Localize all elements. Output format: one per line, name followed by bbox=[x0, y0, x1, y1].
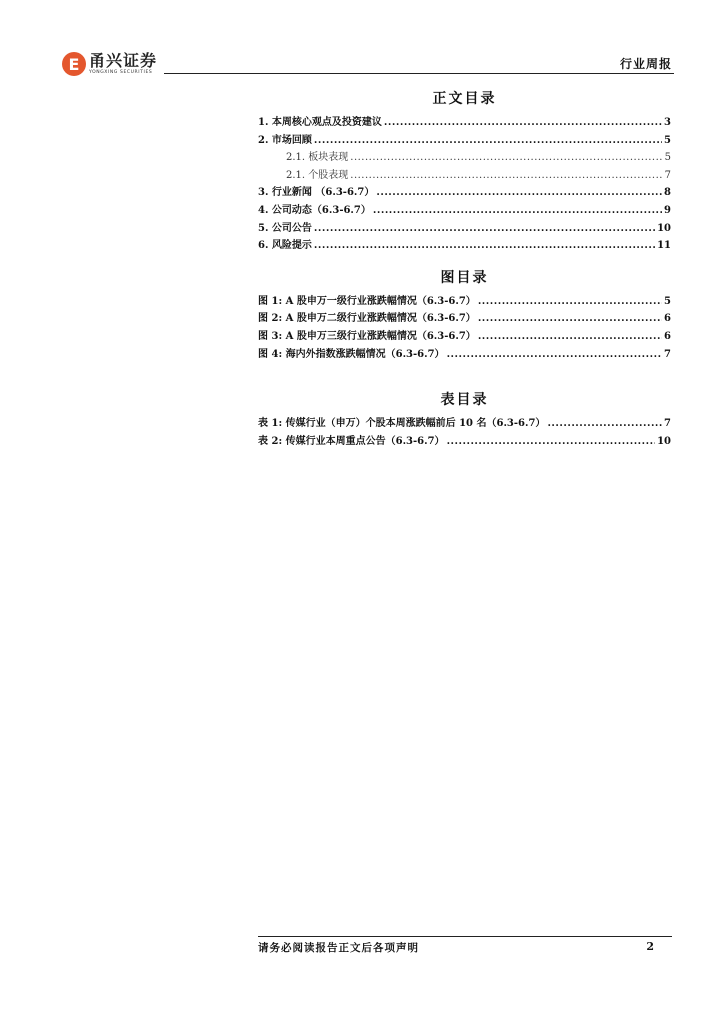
disclaimer-note: 请务必阅读报告正文后各项声明 bbox=[258, 942, 419, 954]
toc-entry-text: 2.1. 个股表现 bbox=[286, 169, 349, 181]
figure-entry[interactable] bbox=[258, 293, 671, 311]
table-entry-page: 10 bbox=[657, 435, 671, 447]
toc-entry[interactable] bbox=[258, 237, 671, 255]
dot-leader bbox=[350, 149, 662, 167]
toc-entry[interactable] bbox=[258, 220, 671, 238]
figure-list-section bbox=[258, 269, 671, 363]
toc-section bbox=[258, 90, 671, 255]
table-entry[interactable] bbox=[258, 415, 671, 433]
toc-entry-text: 5. 公司公告 bbox=[258, 222, 312, 234]
figure-list-title: 图目录 bbox=[440, 269, 489, 286]
table-entry[interactable] bbox=[258, 433, 671, 451]
table-list bbox=[258, 415, 671, 450]
toc-entry-text: 2. 市场回顾 bbox=[258, 134, 312, 146]
figure-entry-page: 6 bbox=[664, 330, 671, 342]
footer-divider bbox=[258, 936, 672, 937]
toc-list bbox=[258, 114, 671, 255]
toc-entry-page: 7 bbox=[664, 169, 671, 181]
dot-leader bbox=[314, 132, 662, 150]
brand-name-en: YONGXING SECURITIES bbox=[89, 69, 153, 75]
toc-entry-page: 8 bbox=[664, 187, 671, 199]
dot-leader bbox=[384, 114, 662, 132]
contents-area bbox=[258, 90, 671, 464]
table-list-section bbox=[258, 391, 671, 450]
dot-leader bbox=[478, 293, 662, 311]
figure-entry-text: 图 3: A 股申万三级行业涨跌幅情况（6.3-6.7） bbox=[258, 330, 476, 342]
brand-name-cn: 甬兴证券 bbox=[89, 50, 158, 70]
figure-entry[interactable] bbox=[258, 310, 671, 328]
toc-entry-page: 5 bbox=[664, 152, 671, 164]
toc-entry-text: 1. 本周核心观点及投资建议 bbox=[258, 117, 382, 128]
dot-leader bbox=[478, 328, 662, 346]
dot-leader bbox=[314, 220, 655, 238]
figure-entry-page: 5 bbox=[664, 295, 671, 307]
figure-entry[interactable] bbox=[258, 328, 671, 346]
toc-entry[interactable] bbox=[258, 184, 671, 202]
figure-entry-text: 图 4: 海内外指数涨跌幅情况（6.3-6.7） bbox=[258, 348, 445, 360]
toc-entry-page: 9 bbox=[664, 204, 671, 216]
toc-title: 正文目录 bbox=[432, 91, 497, 107]
dot-leader bbox=[376, 184, 662, 202]
toc-entry-page: 10 bbox=[657, 222, 671, 234]
toc-entry-page: 11 bbox=[657, 240, 671, 252]
dot-leader bbox=[447, 433, 656, 451]
table-entry-page: 7 bbox=[664, 418, 671, 430]
table-list-title: 表目录 bbox=[440, 392, 489, 409]
report-type-label: 行业周报 bbox=[619, 57, 672, 71]
figure-entry[interactable] bbox=[258, 346, 671, 364]
toc-entry[interactable] bbox=[258, 167, 671, 185]
page-number: 2 bbox=[646, 940, 654, 953]
dot-leader bbox=[547, 415, 662, 433]
logo-mark-icon: E bbox=[62, 52, 86, 76]
figure-entry-page: 7 bbox=[664, 348, 671, 360]
toc-entry[interactable] bbox=[258, 132, 671, 150]
brand-logo bbox=[62, 52, 157, 76]
toc-entry-text: 4. 公司动态（6.3-6.7） bbox=[258, 204, 371, 216]
dot-leader bbox=[314, 237, 655, 255]
dot-leader bbox=[373, 202, 662, 220]
dot-leader bbox=[350, 167, 662, 185]
table-entry-text: 表 2: 传媒行业本周重点公告（6.3-6.7） bbox=[258, 435, 445, 447]
toc-entry-text: 2.1. 板块表现 bbox=[286, 152, 349, 164]
toc-entry[interactable] bbox=[258, 149, 671, 167]
toc-entry-page: 3 bbox=[664, 117, 671, 128]
figure-entry-text: 图 1: A 股申万一级行业涨跌幅情况（6.3-6.7） bbox=[258, 295, 476, 307]
dot-leader bbox=[478, 310, 662, 328]
toc-entry[interactable] bbox=[258, 114, 671, 132]
dot-leader bbox=[447, 346, 662, 364]
header-divider bbox=[164, 73, 674, 74]
toc-entry-text: 3. 行业新闻 （6.3-6.7） bbox=[258, 187, 375, 199]
figure-entry-page: 6 bbox=[664, 313, 671, 325]
figure-list bbox=[258, 293, 671, 363]
table-entry-text: 表 1: 传媒行业（申万）个股本周涨跌幅前后 10 名（6.3-6.7） bbox=[258, 418, 546, 430]
toc-entry-page: 5 bbox=[664, 134, 671, 146]
toc-entry[interactable] bbox=[258, 202, 671, 220]
toc-entry-text: 6. 风险提示 bbox=[258, 240, 312, 252]
figure-entry-text: 图 2: A 股申万二级行业涨跌幅情况（6.3-6.7） bbox=[258, 313, 476, 325]
